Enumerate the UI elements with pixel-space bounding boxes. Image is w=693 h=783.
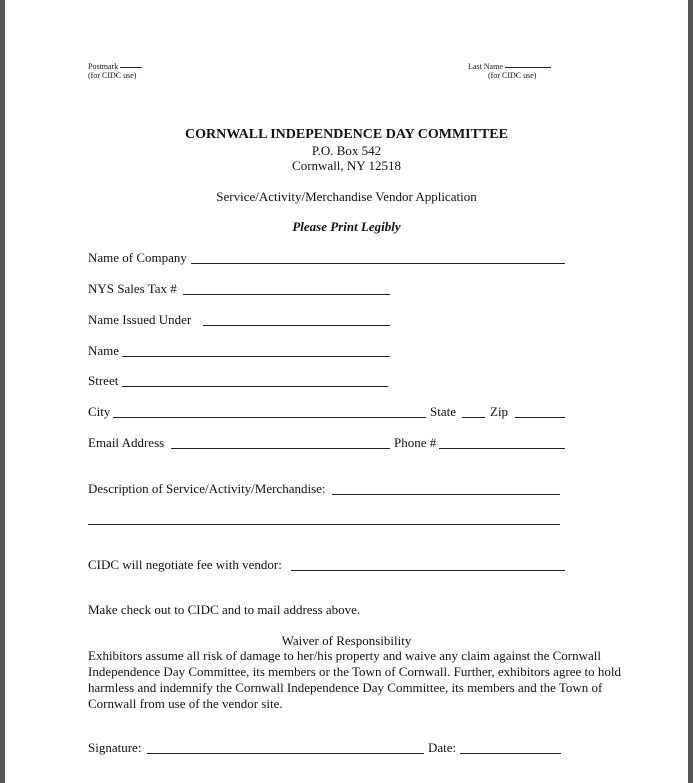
company-field[interactable] (191, 263, 565, 264)
signature-label: Signature: (88, 740, 142, 755)
phone-label: Phone # (394, 435, 437, 450)
check-note: Make check out to CIDC and to mail address above. (88, 602, 361, 617)
fee-field[interactable] (291, 570, 565, 571)
description-field-line2[interactable] (88, 524, 560, 525)
lastname-line (505, 67, 551, 68)
fee-label: CIDC will negotiate fee with vendor: (88, 557, 282, 572)
signature-field[interactable] (147, 753, 424, 754)
postmark-note: (for CIDC use) (88, 71, 137, 80)
viewer-right-edge (688, 0, 693, 783)
postmark-block (88, 62, 142, 80)
lastname-label: Last Name (468, 62, 503, 71)
lastname-note: (for CIDC use) (488, 71, 537, 80)
date-label: Date: (428, 740, 457, 755)
description-field[interactable] (332, 494, 560, 495)
org-city: Cornwall, NY 12518 (292, 158, 401, 173)
state-field[interactable] (462, 417, 485, 418)
waiver-text: Exhibitors assume all risk of damage to her/his property and waive any claim against the Cornwall Independence Day Committee, its members or the Town of Cornwall. Further, exhibitors agree to hold harmless and indemnify the Cornwall Independence Day Committee, its members and the Town of Cornwall from use of the vendor site. (88, 648, 622, 711)
lastname-block (468, 62, 551, 80)
issued-under-label: Name Issued Under (88, 312, 192, 327)
company-label: Name of Company (88, 250, 187, 265)
sales-tax-label: NYS Sales Tax # (88, 281, 177, 296)
zip-label: Zip (490, 404, 509, 419)
email-label: Email Address (88, 435, 165, 450)
email-field[interactable] (171, 448, 390, 449)
document-page (5, 0, 688, 783)
state-label: State (430, 404, 456, 419)
org-name: CORNWALL INDEPENDENCE DAY COMMITTEE (185, 127, 508, 142)
city-label: City (88, 404, 111, 419)
city-field[interactable] (113, 417, 426, 418)
postmark-line (120, 67, 142, 68)
form-title: Service/Activity/Merchandise Vendor Application (216, 189, 477, 204)
zip-field[interactable] (515, 417, 565, 418)
org-po-box: P.O. Box 542 (311, 143, 382, 158)
date-field[interactable] (460, 753, 561, 754)
waiver-title: Waiver of Responsibility (281, 633, 412, 648)
street-label: Street (88, 373, 119, 388)
sales-tax-field[interactable] (183, 294, 390, 295)
name-label: Name (88, 343, 120, 358)
form-instruction: Please Print Legibly (292, 219, 401, 234)
description-label: Description of Service/Activity/Merchandise: (88, 481, 326, 496)
phone-field[interactable] (439, 448, 565, 449)
issued-under-field[interactable] (203, 325, 390, 326)
postmark-label: Postmark (88, 62, 119, 71)
name-field[interactable] (122, 356, 390, 357)
street-field[interactable] (122, 386, 388, 387)
